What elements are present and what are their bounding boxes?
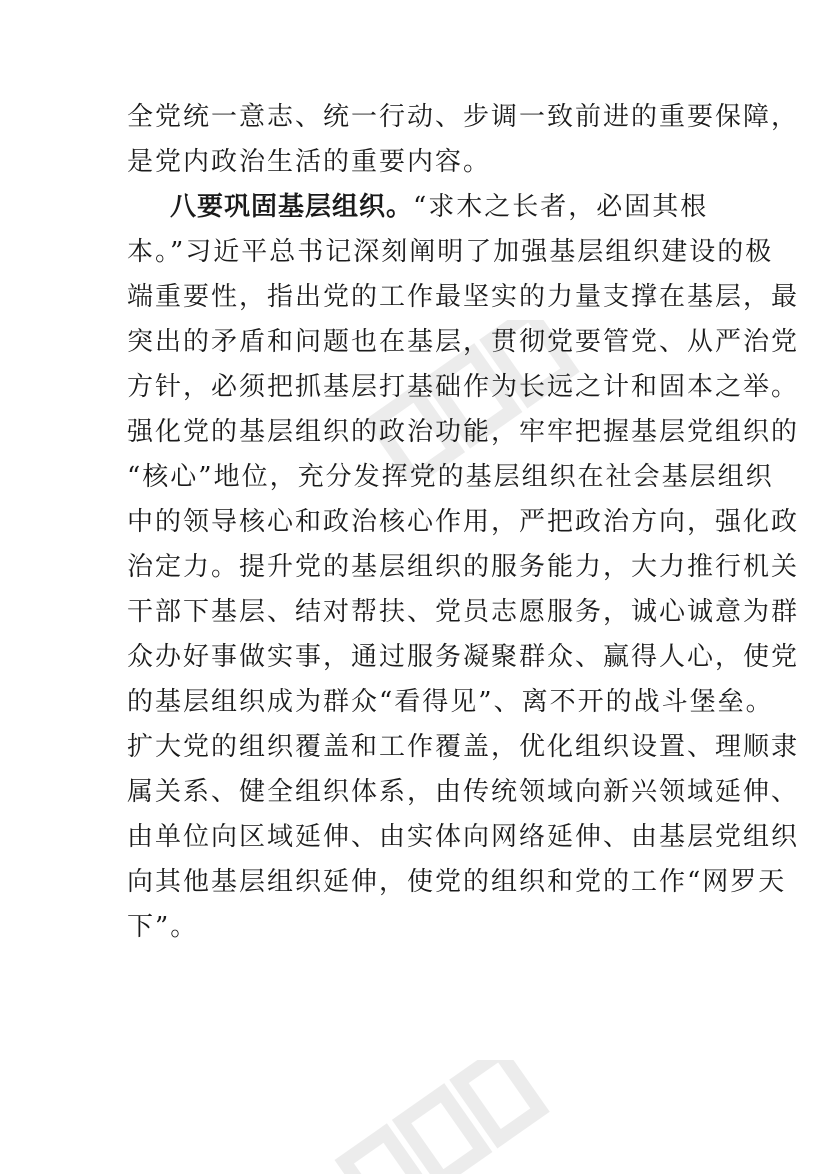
paragraph-line: 端重要性，指出党的工作最坚实的力量支撑在基层，最: [127, 282, 800, 312]
paragraph-line: 是党内政治生活的重要内容。: [127, 147, 492, 177]
watermark-graphic-bottom: [330, 1060, 560, 1174]
paragraph-line: 下”。: [127, 912, 199, 942]
paragraph-line: “核心”地位，充分发挥党的基层组织在社会基层组织: [127, 462, 774, 492]
section-heading: 八要巩固基层组织。: [170, 192, 414, 222]
paragraph-line: 方针，必须把抓基层打基础作为长远之计和固本之举。: [127, 372, 800, 402]
section-heading-quote: “求木之长者，必固其根: [413, 192, 709, 222]
paragraph-line: 的基层组织成为群众“看得见”、离不开的战斗堡垒。: [127, 687, 774, 717]
paragraph-line: 干部下基层、结对帮扶、党员志愿服务，诚心诚意为群: [127, 597, 800, 627]
paragraph-line: 全党统一意志、统一行动、步调一致前进的重要保障，: [127, 102, 800, 132]
paragraph-line: 向其他基层组织延伸，使党的组织和党的工作“网罗天: [127, 867, 787, 897]
paragraph-line: 扩大党的组织覆盖和工作覆盖，优化组织设置、理顺隶: [127, 732, 800, 762]
paragraph-line: 众办好事做实事，通过服务凝聚群众、赢得人心，使党: [127, 642, 800, 672]
section-heading-line: [170, 189, 710, 225]
paragraph-line: 突出的矛盾和问题也在基层，贯彻党要管党、从严治党: [127, 327, 800, 357]
paragraph-line: 中的领导核心和政治核心作用，严把政治方向，强化政: [127, 507, 800, 537]
paragraph-line: 本。”习近平总书记深刻阐明了加强基层组织建设的极: [127, 237, 774, 267]
paragraph-line: 强化党的基层组织的政治功能，牢牢把握基层党组织的: [127, 417, 800, 447]
paragraph-line: 由单位向区域延伸、由实体向网络延伸、由基层党组织: [127, 822, 800, 852]
paragraph-line: 治定力。提升党的基层组织的服务能力，大力推行机关: [127, 552, 800, 582]
paragraph-line: 属关系、健全组织体系，由传统领域向新兴领域延伸、: [127, 777, 800, 807]
